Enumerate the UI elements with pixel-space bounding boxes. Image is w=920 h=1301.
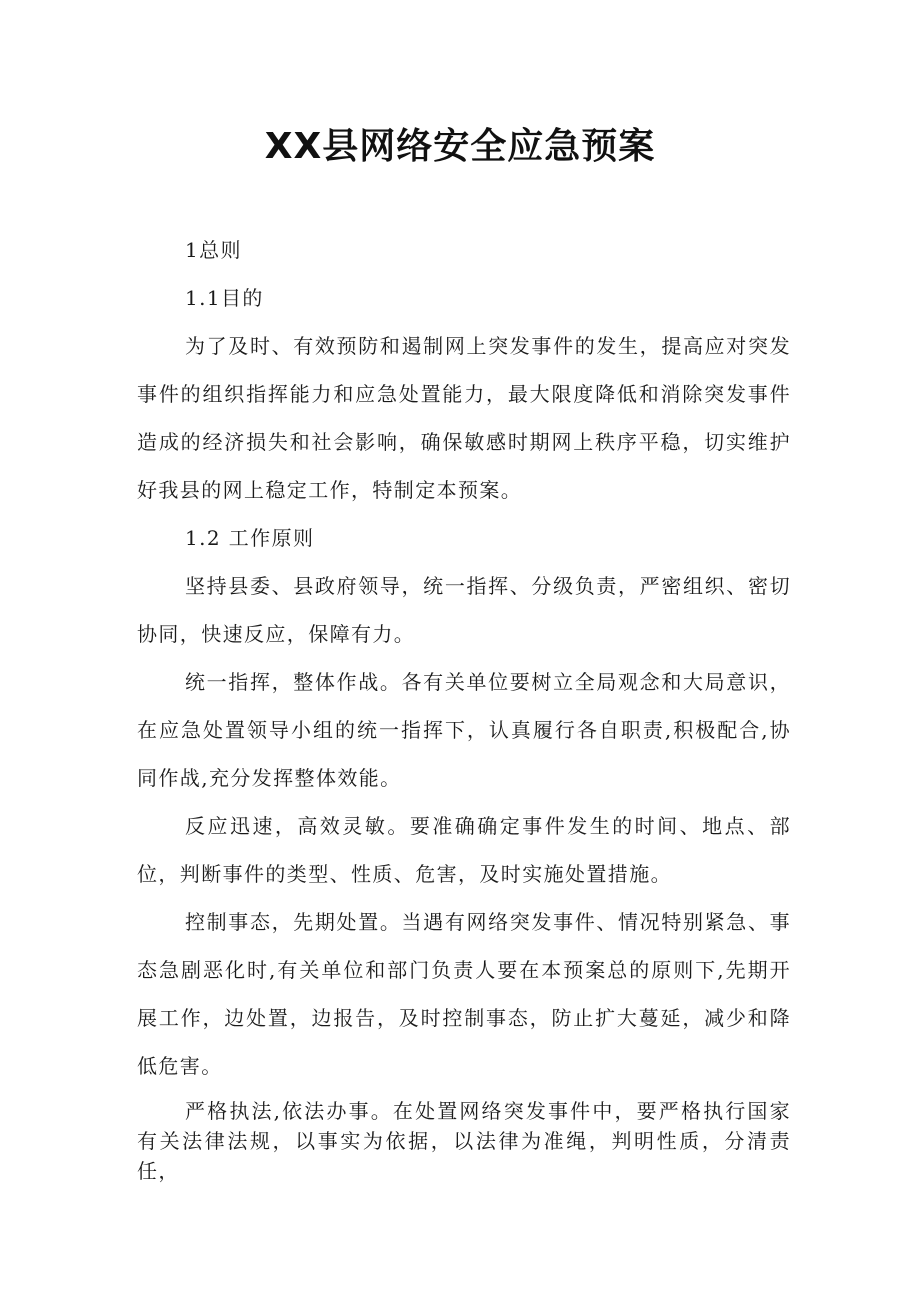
section-heading-purpose: 1.1目的: [185, 286, 264, 310]
principle-rapid-response-paragraph: 反应迅速，高效灵敏。要准确确定事件发生的时间、地点、部位，判断事件的类型、性质、危害，及时实施处置措施。: [137, 814, 791, 886]
document-body: [137, 226, 791, 1186]
principle-control-situation-paragraph: 控制事态，先期处置。当遇有网络突发事件、情况特别紧急、事态急剧恶化时,有关单位和部门负责人要在本预案总的原则下,先期开展工作，边处置，边报告，及时控制事态，防止扩大蔓延，减少和降低危害。: [137, 910, 791, 1078]
purpose-paragraph: 为了及时、有效预防和遏制网上突发事件的发生，提高应对突发事件的组织指挥能力和应急处置能力，最大限度降低和消除突发事件造成的经济损失和社会影响，确保敏感时期网上秩序平稳，切实维护好我县的网上稳定工作，特制定本预案。: [137, 334, 791, 502]
section-heading-principles: 1.2 工作原则: [185, 526, 315, 550]
principle-law-enforcement-paragraph: 严格执法,依法办事。在处置网络突发事件中，要严格执行国家有关法律法规，以事实为依据，以法律为准绳，判明性质，分清责任，: [137, 1099, 791, 1183]
section-heading-general: 1总则: [185, 238, 242, 262]
document-title: XX县网络安全应急预案: [264, 126, 656, 167]
principle-unified-command-paragraph: 统一指挥，整体作战。各有关单位要树立全局观念和大局意识，在应急处置领导小组的统一指挥下，认真履行各自职责,积极配合,协同作战,充分发挥整体效能。: [137, 670, 791, 790]
principles-intro-paragraph: 坚持县委、县政府领导，统一指挥、分级负责，严密组织、密切协同，快速反应，保障有力。: [137, 574, 791, 646]
